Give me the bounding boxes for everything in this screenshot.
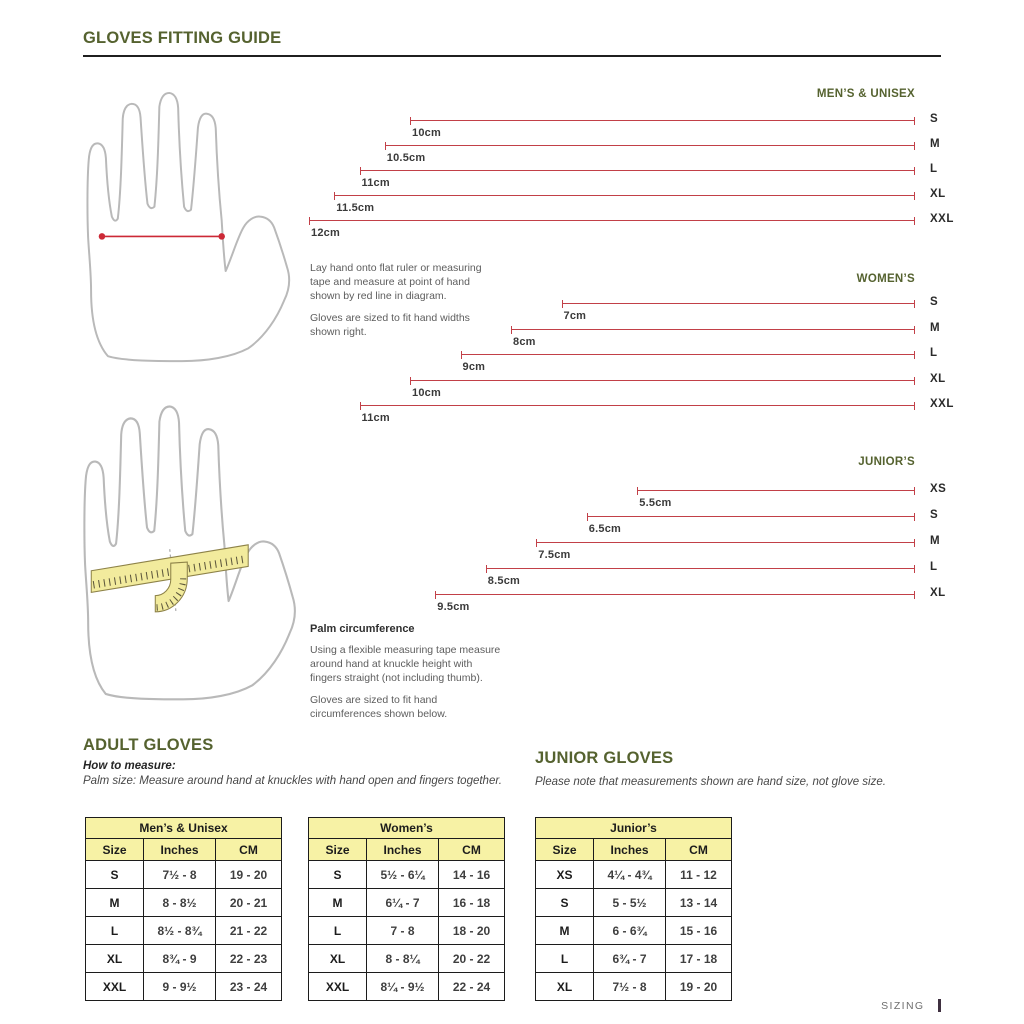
measurement-line (410, 377, 915, 385)
junior-gloves-note: Please note that measurements shown are hand size, not glove size. (535, 776, 886, 788)
table-row (536, 917, 732, 945)
size-table (85, 817, 282, 1001)
table-cell: 8 - 8¼ (367, 945, 439, 973)
how-to-measure-label: How to measure: (83, 760, 176, 772)
table-cell: 5½ - 6¼ (367, 861, 439, 889)
size-label: S (930, 113, 939, 125)
table-cell: S (309, 861, 367, 889)
table-cell: 16 - 18 (439, 889, 505, 917)
ruler-group-title: WOMEN’S (856, 273, 915, 285)
measurement-value-label: 5.5cm (639, 497, 672, 509)
ruler-group-title: MEN’S & UNISEX (816, 88, 915, 100)
table-title: Men’s & Unisex (86, 818, 282, 839)
measurement-line (334, 192, 915, 200)
measurement-line (461, 351, 916, 359)
adult-gloves-heading: ADULT GLOVES (83, 736, 214, 754)
size-label: S (930, 509, 939, 521)
table-cell: L (86, 917, 144, 945)
column-header: CM (216, 839, 282, 861)
column-header: Inches (367, 839, 439, 861)
table-cell: 20 - 22 (439, 945, 505, 973)
measurement-line (511, 326, 915, 334)
table-cell: M (536, 917, 594, 945)
measurement-value-label: 8.5cm (487, 575, 520, 587)
table-cell: 19 - 20 (216, 861, 282, 889)
measurement-line (587, 513, 915, 521)
table-cell: 18 - 20 (439, 917, 505, 945)
table-cell: 11 - 12 (666, 861, 732, 889)
hand-outline (87, 93, 289, 361)
palm-instructions-para2: Gloves are sized to fit hand circumferences shown below. (310, 693, 448, 720)
measurement-line (410, 117, 915, 125)
table-cell: M (86, 889, 144, 917)
table-row (309, 917, 505, 945)
measurement-line (562, 300, 916, 308)
measurement-line (536, 539, 915, 547)
table-row (86, 945, 282, 973)
size-label: XL (930, 188, 946, 200)
page-title: GLOVES FITTING GUIDE (83, 29, 282, 47)
table-cell: 22 - 24 (439, 973, 505, 1001)
size-table (535, 817, 732, 1001)
table-cell: 6¼ - 7 (367, 889, 439, 917)
table-title: Women’s (309, 818, 505, 839)
measurement-value-label: 9.5cm (437, 601, 470, 613)
table-cell: XL (309, 945, 367, 973)
size-label: M (930, 535, 941, 547)
table-row (86, 917, 282, 945)
size-label: M (930, 138, 941, 150)
measurement-value-label: 7cm (563, 310, 587, 322)
measurement-value-label: 11cm (361, 177, 390, 189)
table-cell: 8¼ - 9½ (367, 973, 439, 1001)
palm-instructions-title: Palm circumference (310, 623, 415, 635)
table-cell: 6¾ - 7 (594, 945, 666, 973)
table-cell: XS (536, 861, 594, 889)
table-row (536, 973, 732, 1001)
size-label: L (930, 561, 938, 573)
table-row (309, 973, 505, 1001)
table-row (309, 889, 505, 917)
measurement-value-label: 11cm (361, 412, 390, 424)
ruler-group-title: JUNIOR’S (858, 456, 915, 468)
width-instructions-para1: Lay hand onto flat ruler or measuring tape and measure at point of hand shown by red line in diagram. (310, 262, 482, 303)
measurement-line (309, 217, 915, 225)
measurement-line (360, 167, 916, 175)
measurement-value-label: 6.5cm (588, 523, 621, 535)
table-row (536, 889, 732, 917)
table-cell: 23 - 24 (216, 973, 282, 1001)
table-cell: 7½ - 8 (144, 861, 216, 889)
size-label: L (930, 163, 938, 175)
table-cell: 13 - 14 (666, 889, 732, 917)
measurement-value-label: 11.5cm (336, 202, 375, 214)
table-cell: 19 - 20 (666, 973, 732, 1001)
size-label: L (930, 347, 938, 359)
table-row (86, 973, 282, 1001)
column-header: Inches (144, 839, 216, 861)
table-cell: 7½ - 8 (594, 973, 666, 1001)
palm-circumference-diagram (83, 400, 305, 708)
measurement-value-label: 12cm (311, 227, 340, 239)
size-label: XL (930, 372, 946, 385)
table-cell: 17 - 18 (666, 945, 732, 973)
table-cell: 9 - 9½ (144, 973, 216, 1001)
measurement-line (486, 565, 915, 573)
column-header: Inches (594, 839, 666, 861)
size-label: XS (930, 483, 947, 495)
measurement-value-label: 10.5cm (386, 152, 426, 164)
table-cell: 20 - 21 (216, 889, 282, 917)
measurement-value-label: 9cm (462, 361, 486, 373)
junior-gloves-heading: JUNIOR GLOVES (535, 749, 674, 767)
column-header: CM (439, 839, 505, 861)
table-row (309, 945, 505, 973)
table-cell: S (86, 861, 144, 889)
measurement-value-label: 10cm (412, 127, 441, 139)
table-cell: XL (86, 945, 144, 973)
measurement-value-label: 8cm (513, 335, 536, 348)
column-header: Size (536, 839, 594, 861)
table-cell: 8½ - 8¾ (144, 917, 216, 945)
column-header: CM (666, 839, 732, 861)
palm-instructions-para1: Using a flexible measuring tape measure around hand at knuckle height with fingers straight (not including thumb). (310, 643, 501, 684)
palm-instructions (310, 622, 502, 729)
size-label: S (930, 296, 939, 308)
hand-outline (84, 406, 294, 699)
measurement-line (435, 591, 915, 599)
table-cell: 22 - 23 (216, 945, 282, 973)
table-cell: 8¾ - 9 (144, 945, 216, 973)
table-cell: L (536, 945, 594, 973)
column-header: Size (86, 839, 144, 861)
table-cell: 4¼ - 4¾ (594, 861, 666, 889)
table-row (536, 861, 732, 889)
title-divider (83, 55, 941, 57)
measurement-value-label: 10cm (412, 386, 441, 399)
size-label: M (930, 321, 941, 334)
size-label: XXL (930, 213, 954, 225)
width-instructions-para2: Gloves are sized to fit hand widths shown right. (310, 312, 470, 339)
footer-sizing-label: SIZING (881, 999, 925, 1012)
table-cell: XXL (309, 973, 367, 1001)
table-cell: 8 - 8½ (144, 889, 216, 917)
hand-width-diagram (85, 87, 300, 369)
table-row (86, 889, 282, 917)
how-to-measure-text: Palm size: Measure around hand at knuckles with hand open and fingers together. (83, 775, 502, 787)
table-cell: S (536, 889, 594, 917)
measurement-line (360, 402, 916, 410)
table-title: Junior’s (536, 818, 732, 839)
footer (881, 999, 941, 1012)
width-instructions (310, 261, 490, 347)
table-row (536, 945, 732, 973)
table-row (309, 861, 505, 889)
table-cell: 15 - 16 (666, 917, 732, 945)
table-cell: XL (536, 973, 594, 1001)
measurement-line (385, 142, 915, 150)
table-cell: M (309, 889, 367, 917)
table-cell: L (309, 917, 367, 945)
table-cell: 5 - 5½ (594, 889, 666, 917)
measurement-line (637, 487, 915, 495)
footer-divider-bar (938, 999, 942, 1012)
table-cell: 14 - 16 (439, 861, 505, 889)
size-table (308, 817, 505, 1001)
table-cell: 7 - 8 (367, 917, 439, 945)
table-cell: 21 - 22 (216, 917, 282, 945)
size-label: XL (930, 587, 946, 599)
table-cell: 6 - 6¾ (594, 917, 666, 945)
table-cell: XXL (86, 973, 144, 1001)
column-header: Size (309, 839, 367, 861)
table-row (86, 861, 282, 889)
size-label: XXL (930, 398, 954, 410)
measurement-value-label: 7.5cm (538, 549, 571, 561)
